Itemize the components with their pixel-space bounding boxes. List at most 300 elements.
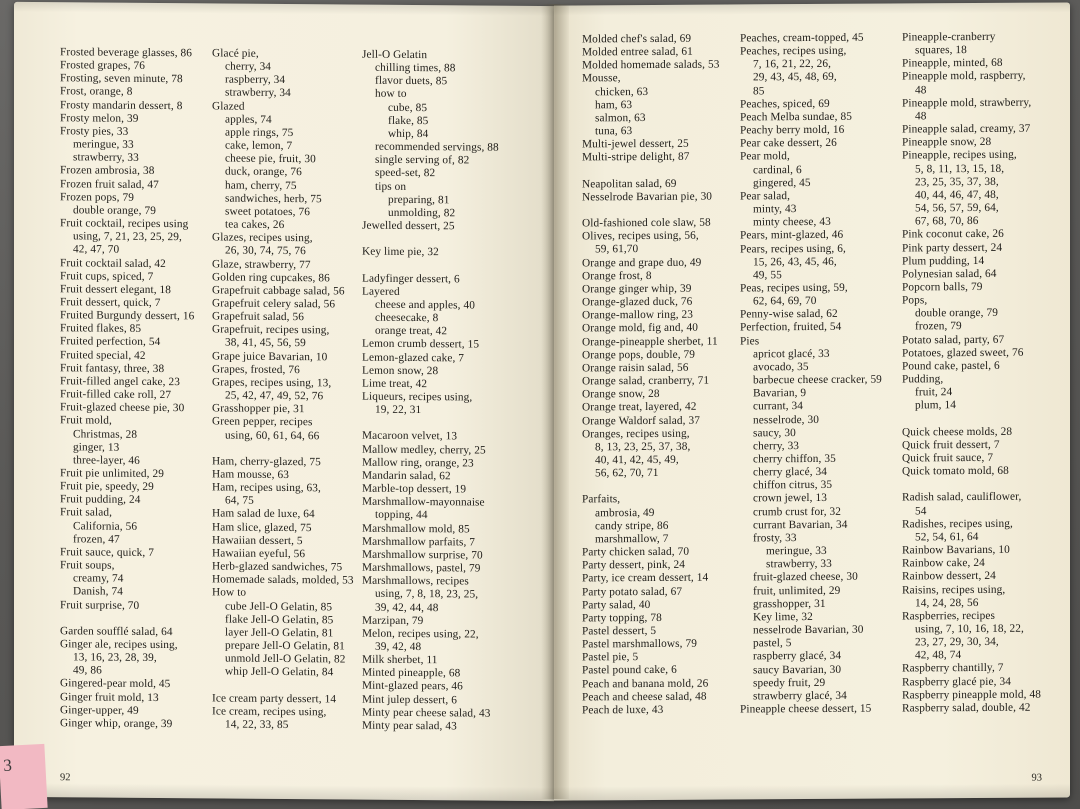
index-entry: Radishes, recipes using, [902, 517, 1013, 531]
index-entry: Pineapple, recipes using, [902, 149, 1017, 162]
index-entry: Christmas, 28 [73, 427, 138, 441]
index-entry: Fruit sauce, quick, 7 [60, 546, 155, 559]
index-entry: how to [375, 88, 407, 101]
index-entry: Fruit cups, spiced, 7 [60, 269, 154, 283]
index-gap [362, 233, 530, 247]
page-shadow-bottom [554, 783, 1070, 800]
index-entry: Pear mold, [740, 150, 790, 163]
index-entry: Frosting, seven minute, 78 [60, 72, 183, 86]
index-entry: Ginger ale, recipes using, [60, 638, 178, 652]
book-page-left [14, 2, 554, 801]
index-entry: Peaches, spiced, 69 [740, 97, 830, 111]
index-entry: Pears, recipes using, 6, [740, 242, 846, 255]
index-entry: Mandarin salad, 62 [362, 469, 451, 483]
index-entry: Grapes, recipes using, 13, [212, 376, 332, 390]
index-entry: chicken, 63 [595, 85, 649, 98]
index-entry: Polynesian salad, 64 [902, 267, 997, 281]
index-entry: salmon, 63 [595, 111, 646, 125]
index-entry: unmold Jell-O Gelatin, 82 [225, 652, 346, 666]
index-entry: Melon, recipes using, 22, [362, 627, 479, 641]
index-entry: Marble-top dessert, 19 [362, 482, 467, 496]
sticky-note [0, 744, 48, 809]
index-entry: Raspberries, recipes [902, 609, 995, 623]
index-entry: cake, lemon, 7 [225, 139, 293, 153]
index-entry: 5, 8, 11, 13, 15, 18, [915, 162, 1005, 175]
index-gap [212, 679, 362, 693]
index-entry: cherry chiffon, 35 [753, 452, 836, 466]
index-entry: candy stripe, 86 [595, 519, 669, 533]
index-entry: 59, 61,70 [595, 243, 639, 256]
index-entry: Orange-mallow ring, 23 [582, 308, 694, 322]
index-entry: 48 [915, 110, 927, 123]
index-column [60, 46, 212, 731]
index-entry: speed-set, 82 [375, 167, 436, 180]
index-entry: Raspberry salad, double, 42 [902, 701, 1031, 715]
index-entry: Fruit salad, [60, 506, 113, 520]
index-entry: cheese pie, fruit, 30 [225, 152, 316, 166]
index-entry: gingered, 45 [753, 176, 811, 190]
index-entry: minty cheese, 43 [753, 216, 831, 229]
index-entry: Orange raisin salad, 56 [582, 361, 689, 375]
index-entry: Neapolitan salad, 69 [582, 177, 677, 191]
index-entry: Pineapple mold, raspberry, [902, 70, 1026, 83]
index-column [740, 31, 902, 716]
index-entry: currant, 34 [753, 400, 804, 413]
index-entry: double orange, 79 [73, 204, 156, 217]
index-entry: 25, 42, 47, 49, 52, 76 [225, 389, 324, 403]
index-entry: cheesecake, 8 [375, 311, 439, 325]
index-entry: Raspberry glacé pie, 34 [902, 675, 1011, 689]
index-entry: Mallow ring, orange, 23 [362, 456, 474, 470]
index-entry: using, 60, 61, 64, 66 [225, 429, 320, 442]
index-entry: Glazed [212, 100, 245, 113]
index-entry: saucy, 30 [753, 426, 796, 440]
index-entry: Glaze, strawberry, 77 [212, 257, 311, 271]
index-entry: 13, 16, 23, 28, 39, [73, 651, 157, 665]
index-entry: chiffon citrus, 35 [753, 479, 833, 492]
index-entry: apples, 74 [225, 113, 272, 126]
index-entry: flake, 85 [388, 114, 429, 127]
index-gap [582, 480, 740, 494]
index-entry: Green pepper, recipes [212, 415, 313, 429]
index-entry: Marshmallow mold, 85 [362, 522, 470, 536]
index-entry: squares, 18 [915, 44, 967, 57]
index-entry: Ham, recipes using, 63, [212, 481, 321, 495]
index-entry: Grape juice Bavarian, 10 [212, 350, 328, 363]
index-entry: Orange frost, 8 [582, 269, 652, 283]
index-entry: Pound cake, pastel, 6 [902, 359, 1000, 373]
index-entry: Fruit soups, [60, 559, 115, 572]
index-entry: Fruit pie unlimited, 29 [60, 467, 164, 481]
index-entry: Parfaits, [582, 493, 621, 506]
index-entry: Grasshopper pie, 31 [212, 402, 305, 416]
index-entry: fruit-glazed cheese, 30 [753, 571, 858, 584]
index-entry: cardinal, 6 [753, 163, 802, 176]
index-entry: frozen, 79 [915, 320, 962, 333]
index-entry: Gingered-pear mold, 45 [60, 677, 171, 691]
index-entry: 49, 86 [73, 664, 102, 677]
index-entry: Pineapple cheese dessert, 15 [740, 702, 872, 716]
index-gap [902, 478, 1062, 492]
index-entry: Mallow medley, cherry, 25 [362, 443, 486, 457]
index-entry: Ginger fruit mold, 13 [60, 690, 159, 704]
index-entry: minty, 43 [753, 203, 797, 216]
index-entry: Orange snow, 28 [582, 388, 660, 401]
index-entry: Pudding, [902, 373, 944, 386]
sticky-note-mark: 3 [2, 755, 13, 775]
index-entry: 56, 62, 70, 71 [595, 467, 659, 480]
index-entry: Marshmallow-mayonnaise [362, 495, 485, 509]
index-entry: Marzipan, 79 [362, 614, 424, 627]
index-entry: Molded chef's salad, 69 [582, 32, 692, 46]
index-entry: Olives, recipes using, 56, [582, 230, 699, 243]
index-entry: Fruit pudding, 24 [60, 493, 141, 507]
index-entry: Pops, [902, 294, 928, 307]
index-entry: Fruit cocktail, recipes using [60, 217, 189, 231]
index-entry: Fruit mold, [60, 414, 112, 428]
index-entry: Ice cream, recipes using, [212, 705, 327, 719]
index-entry: Pears, mint-glazed, 46 [740, 229, 844, 242]
index-entry: Quick fruit sauce, 7 [902, 451, 994, 465]
index-entry: Party dessert, pink, 24 [582, 558, 686, 572]
index-entry: raspberry, 34 [225, 73, 286, 87]
index-entry: ham, cherry, 75 [225, 179, 297, 192]
index-entry: 42, 47, 70 [73, 243, 120, 257]
index-column [902, 30, 1062, 715]
index-entry: How to [212, 586, 247, 600]
index-columns-left [60, 46, 530, 734]
index-entry: strawberry, 33 [73, 151, 139, 165]
index-entry: fruit, 24 [915, 386, 953, 399]
index-entry: Ginger whip, orange, 39 [60, 717, 173, 731]
index-entry: Glazes, recipes using, [212, 231, 313, 245]
index-gap [582, 203, 740, 217]
index-entry: Potatoes, glazed sweet, 76 [902, 346, 1024, 360]
index-entry: Pies [740, 334, 760, 348]
index-entry: Pink coconut cake, 26 [902, 228, 1004, 241]
index-entry: 15, 26, 43, 45, 46, [753, 255, 837, 269]
index-entry: layer Jell-O Gelatin, 81 [225, 626, 334, 640]
index-column [212, 47, 362, 732]
index-entry: 8, 13, 23, 25, 37, 38, [595, 440, 691, 454]
index-entry: Raspberry pineapple mold, 48 [902, 688, 1041, 702]
index-entry: grasshopper, 31 [753, 597, 826, 611]
index-entry: ginger, 13 [73, 441, 120, 454]
index-entry: tea cakes, 26 [225, 218, 285, 232]
index-entry: 26, 30, 74, 75, 76 [225, 244, 306, 258]
index-entry: barbecue cheese cracker, 59 [753, 373, 882, 387]
index-entry: Fruit-glazed cheese pie, 30 [60, 401, 185, 415]
index-entry: Fruited Burgundy dessert, 16 [60, 309, 195, 323]
index-entry: Grapefruit cabbage salad, 56 [212, 284, 345, 298]
book-page-right [554, 2, 1070, 800]
index-entry: Peach Melba sundae, 85 [740, 110, 852, 124]
index-entry: topping, 44 [375, 509, 428, 522]
index-entry: Grapefruit salad, 56 [212, 310, 305, 324]
index-entry: prepare Jell-O Gelatin, 81 [225, 639, 345, 653]
index-entry: Rainbow dessert, 24 [902, 570, 996, 583]
index-entry: Minty pear salad, 43 [362, 719, 457, 733]
index-entry: Old-fashioned cole slaw, 58 [582, 216, 711, 230]
index-entry: 49, 55 [753, 268, 782, 282]
index-entry: Fruited perfection, 54 [60, 335, 161, 349]
index-entry: Molded entree salad, 61 [582, 45, 693, 59]
index-entry: crown jewel, 13 [753, 492, 827, 505]
index-entry: Fruit pie, speedy, 29 [60, 480, 154, 494]
index-entry: plum, 14 [915, 399, 956, 412]
index-entry: apple rings, 75 [225, 126, 294, 140]
index-entry: Party potato salad, 67 [582, 585, 683, 598]
index-entry: 42, 48, 74 [915, 649, 962, 662]
index-entry: Quick tomato mold, 68 [902, 464, 1009, 478]
index-entry: ham, 63 [595, 98, 633, 112]
index-entry: 54, 56, 57, 59, 64, [915, 201, 999, 215]
index-entry: Fruit-filled cake roll, 27 [60, 388, 172, 402]
index-entry: Ladyfinger dessert, 6 [362, 272, 460, 286]
index-entry: Liqueurs, recipes using, [362, 390, 473, 404]
index-entry: strawberry, 33 [766, 558, 832, 571]
index-entry: Molded homemade salads, 53 [582, 58, 720, 72]
index-column [582, 32, 740, 717]
index-entry: Bavarian, 9 [753, 387, 807, 400]
index-entry: Orange pops, double, 79 [582, 348, 696, 362]
index-entry: 38, 41, 45, 56, 59 [225, 336, 306, 350]
index-entry: Fruit-filled angel cake, 23 [60, 375, 181, 389]
index-entry: Frosted grapes, 76 [60, 59, 145, 73]
page-shadow-top [14, 2, 554, 16]
index-entry: 14, 24, 28, 56 [915, 596, 979, 610]
index-entry: 29, 43, 45, 48, 69, [753, 71, 837, 84]
index-entry: flake Jell-O Gelatin, 85 [225, 613, 334, 627]
index-entry: Fruit cocktail salad, 42 [60, 256, 166, 270]
index-entry: Pink party dessert, 24 [902, 241, 1003, 254]
index-entry: Grapefruit celery salad, 56 [212, 297, 336, 311]
index-entry: Quick fruit dessert, 7 [902, 438, 1000, 452]
index-entry: 67, 68, 70, 86 [915, 215, 979, 228]
index-entry: Fruited special, 42 [60, 348, 146, 362]
index-entry: California, 56 [73, 519, 138, 533]
index-entry: whip, 84 [388, 127, 429, 141]
index-entry: speedy fruit, 29 [753, 676, 826, 690]
index-entry: Rainbow cake, 24 [902, 557, 985, 570]
index-entry: Orange-glazed duck, 76 [582, 295, 693, 309]
index-entry: Frosty mandarin dessert, 8 [60, 98, 183, 112]
index-entry: Pastel dessert, 5 [582, 624, 657, 638]
index-column [362, 49, 530, 734]
index-entry: Perfection, fruited, 54 [740, 321, 842, 334]
index-entry: Oranges, recipes using, [582, 427, 690, 441]
page-number-right: 93 [1031, 772, 1042, 784]
index-entry: cherry, 34 [225, 60, 272, 74]
index-entry: 39, 42, 48 [375, 640, 422, 654]
index-gap [60, 612, 212, 626]
index-entry: Lemon crumb dessert, 15 [362, 338, 480, 351]
index-entry: 64, 75 [225, 494, 254, 508]
index-entry: Grapefruit, recipes using, [212, 323, 330, 337]
index-entry: strawberry glacé, 34 [753, 689, 847, 703]
index-entry: whip Jell-O Gelatin, 84 [225, 665, 334, 679]
page-shadow-top [554, 2, 1070, 15]
index-entry: Ginger-upper, 49 [60, 704, 139, 717]
index-entry: nesselrode Bavarian, 30 [753, 623, 864, 637]
index-gap [212, 442, 362, 456]
page-number-left: 92 [60, 772, 71, 784]
index-entry: 62, 64, 69, 70 [753, 295, 817, 308]
index-entry: flavor duets, 85 [375, 75, 448, 88]
index-entry: Peachy berry mold, 16 [740, 123, 845, 137]
index-entry: frosty, 33 [753, 532, 797, 545]
index-entry: Party chicken salad, 70 [582, 545, 690, 559]
index-entry: orange treat, 42 [375, 324, 448, 338]
index-entry: Jell-O Gelatin [362, 48, 428, 62]
index-entry: Pastel pound cake, 6 [582, 664, 677, 677]
index-entry: Pear cake dessert, 26 [740, 137, 837, 150]
index-entry: Ham salad de luxe, 64 [212, 507, 315, 521]
index-entry: Frosty melon, 39 [60, 112, 139, 125]
index-entry: single serving of, 82 [375, 153, 470, 167]
index-entry: Hawaiian dessert, 5 [212, 534, 303, 547]
index-entry: Danish, 74 [73, 585, 123, 599]
index-entry: Frozen ambrosia, 38 [60, 164, 155, 178]
index-gap [362, 259, 530, 273]
index-entry: Fruit dessert elegant, 18 [60, 283, 172, 296]
index-entry: Marshmallow surprise, 70 [362, 548, 483, 562]
index-entry: tuna, 63 [595, 125, 633, 138]
index-entry: Raisins, recipes using, [902, 583, 1006, 596]
index-entry: Ham slice, glazed, 75 [212, 521, 312, 534]
index-entry: Fruit dessert, quick, 7 [60, 296, 161, 309]
index-entry: pastel, 5 [753, 637, 792, 650]
index-entry: Orange and grape duo, 49 [582, 256, 702, 270]
index-entry: cherry glacé, 34 [753, 466, 828, 479]
index-entry: Jewelled dessert, 25 [362, 219, 455, 233]
index-entry: Golden ring cupcakes, 86 [212, 271, 330, 285]
index-entry: Ham, cherry-glazed, 75 [212, 455, 321, 469]
index-entry: cube, 85 [388, 101, 428, 114]
index-entry: Party, ice cream dessert, 14 [582, 571, 709, 585]
index-entry: Glacé pie, [212, 47, 259, 60]
index-entry: Homemade salads, molded, 53 [212, 573, 354, 587]
page-shadow-bottom [14, 783, 554, 801]
index-entry: 23, 25, 35, 37, 38, [915, 175, 999, 189]
index-entry: Multi-jewel dessert, 25 [582, 138, 689, 151]
index-entry: Pineapple-cranberry [902, 30, 996, 44]
index-entry: sweet potatoes, 76 [225, 205, 310, 219]
index-entry: Marshmallows, pastel, 79 [362, 561, 481, 575]
index-entry: Peach and cheese salad, 48 [582, 690, 707, 704]
index-entry: Frozen pops, 79 [60, 190, 134, 204]
index-entry: 52, 54, 61, 64 [915, 530, 979, 544]
index-entry: 48 [915, 83, 927, 96]
index-entry: 19, 22, 31 [375, 403, 422, 417]
index-columns-right [582, 30, 1062, 717]
index-gap [582, 164, 740, 178]
index-entry: ambrosia, 49 [595, 506, 655, 519]
index-entry: Key lime pie, 32 [362, 245, 439, 259]
index-entry: 40, 44, 46, 47, 48, [915, 188, 999, 202]
index-entry: meringue, 33 [766, 545, 827, 558]
index-entry: Frosty pies, 33 [60, 125, 129, 138]
index-entry: Layered [362, 285, 400, 298]
index-entry: Quick cheese molds, 28 [902, 425, 1013, 439]
index-entry: saucy Bavarian, 30 [753, 663, 842, 676]
index-entry: Orange-pineapple sherbet, 11 [582, 335, 718, 348]
index-entry: Macaroon velvet, 13 [362, 430, 458, 443]
index-entry: frozen, 47 [73, 533, 120, 546]
index-entry: 54 [915, 504, 927, 517]
index-entry: Peaches, cream-topped, 45 [740, 31, 864, 45]
open-book [14, 4, 1070, 804]
index-entry: strawberry, 34 [225, 87, 291, 100]
index-entry: Peas, recipes using, 59, [740, 281, 848, 295]
index-entry: Orange ginger whip, 39 [582, 282, 692, 296]
index-entry: Minty pear cheese salad, 43 [362, 706, 491, 720]
index-entry: avocado, 35 [753, 360, 809, 374]
index-entry: Raspberry chantilly, 7 [902, 662, 1004, 675]
index-entry: Radish salad, cauliflower, [902, 491, 1022, 504]
index-entry: Plum pudding, 14 [902, 254, 985, 268]
index-entry: Pineapple, minted, 68 [902, 57, 1003, 70]
index-entry: Pear salad, [740, 190, 791, 203]
index-entry: Penny-wise salad, 62 [740, 308, 838, 321]
index-entry: Pineapple mold, strawberry, [902, 96, 1032, 110]
index-entry: Multi-stripe delight, 87 [582, 151, 690, 164]
index-entry: Mint julep dessert, 6 [362, 693, 457, 706]
index-entry: Herb-glazed sandwiches, 75 [212, 560, 343, 574]
index-entry: Rainbow Bavarians, 10 [902, 543, 1010, 557]
index-entry: Hawaiian eyeful, 56 [212, 547, 306, 561]
index-entry: Garden soufflé salad, 64 [60, 625, 173, 638]
index-entry: Mint-glazed pears, 46 [362, 680, 463, 693]
index-entry: creamy, 74 [73, 572, 124, 585]
index-entry: Lemon-glazed cake, 7 [362, 351, 465, 364]
index-entry: fruit, unlimited, 29 [753, 584, 841, 597]
index-entry: Peaches, recipes using, [740, 44, 847, 58]
index-entry: Grapes, frosted, 76 [212, 363, 300, 376]
index-entry: 14, 22, 33, 85 [225, 718, 289, 731]
index-gap [902, 412, 1062, 426]
index-entry: Ice cream party dessert, 14 [212, 692, 337, 706]
index-entry: recommended servings, 88 [375, 140, 499, 154]
index-entry: raspberry glacé, 34 [753, 650, 842, 663]
index-entry: Potato salad, party, 67 [902, 333, 1005, 347]
index-entry: tips on [375, 180, 407, 193]
index-entry: nesselrode, 30 [753, 413, 820, 426]
index-entry: Lime treat, 42 [362, 377, 428, 390]
index-entry: Party salad, 40 [582, 598, 651, 612]
index-entry: meringue, 33 [73, 138, 134, 151]
index-entry: Frost, orange, 8 [60, 85, 133, 99]
index-entry: Key lime, 32 [753, 610, 813, 624]
index-entry: cheese and apples, 40 [375, 298, 475, 312]
index-entry: Orange mold, fig and, 40 [582, 322, 698, 335]
index-entry: Pineapple snow, 28 [902, 136, 992, 149]
index-entry: Pastel marshmallows, 79 [582, 637, 697, 651]
index-entry: unmolding, 82 [388, 206, 456, 220]
index-entry: 85 [753, 84, 765, 97]
index-entry: Milk sherbet, 11 [362, 653, 438, 667]
index-entry: three-layer, 46 [73, 454, 140, 467]
index-entry: currant Bavarian, 34 [753, 518, 848, 532]
index-entry: Popcorn balls, 79 [902, 280, 983, 294]
index-entry: Peach and banana mold, 26 [582, 677, 709, 691]
index-entry: Orange salad, cranberry, 71 [582, 374, 710, 388]
index-entry: cube Jell-O Gelatin, 85 [225, 600, 333, 613]
index-entry: Pastel pie, 5 [582, 651, 639, 664]
index-entry: apricot glacé, 33 [753, 347, 830, 361]
index-entry: Minted pineapple, 68 [362, 666, 461, 680]
index-entry: 7, 16, 21, 22, 26, [753, 58, 832, 71]
